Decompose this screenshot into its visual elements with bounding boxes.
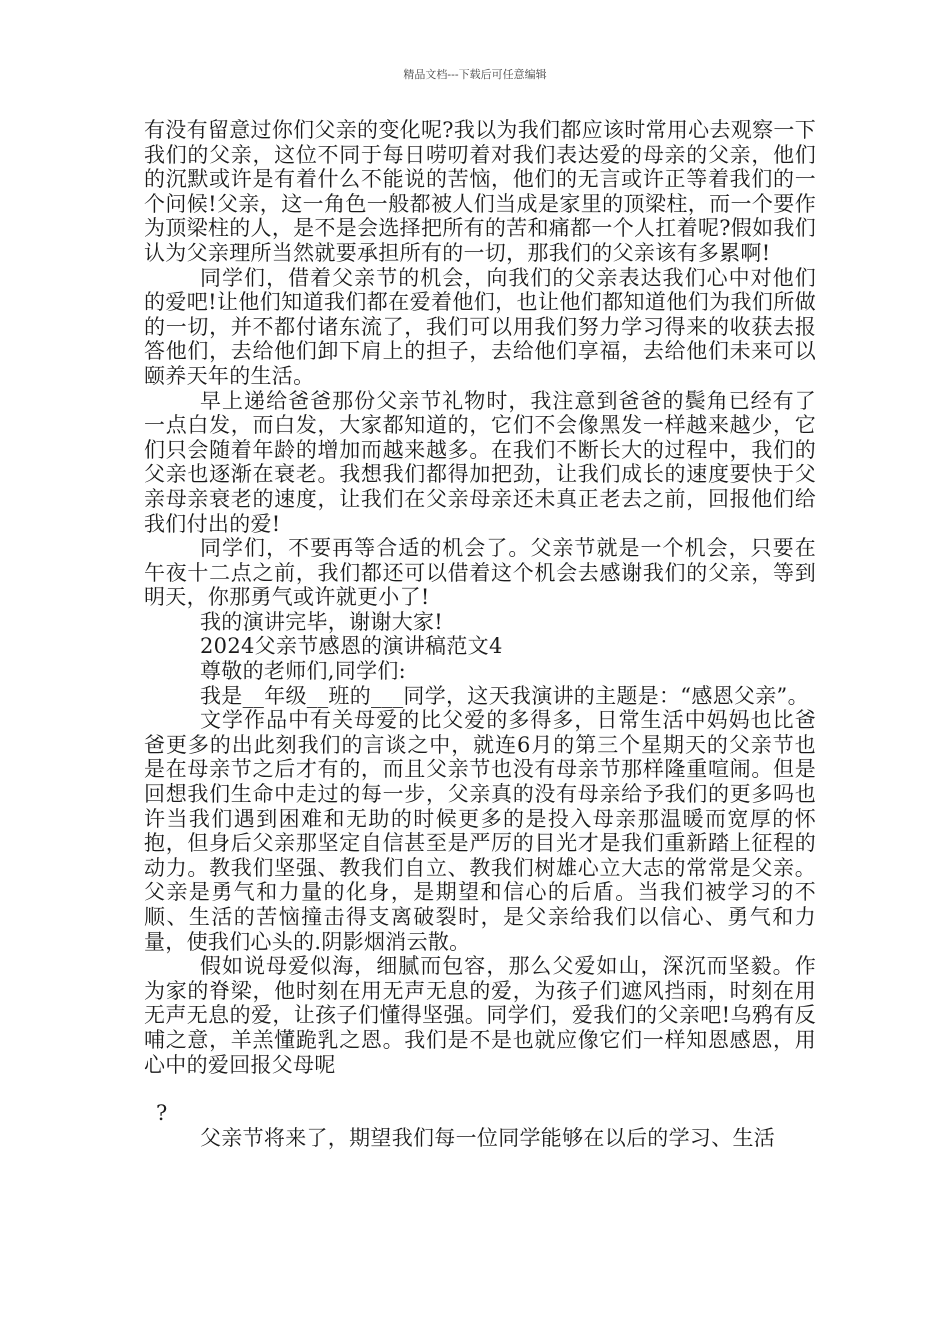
document-body (144, 118, 816, 1150)
paragraph: ? (156, 1101, 168, 1126)
salutation: 尊敬的老师们,同学们: (200, 659, 407, 684)
paragraph: 同学们，借着父亲节的机会，向我们的父亲表达我们心中对他们的爱吧!让他们知道我们都在爱着他们，也让他们都知道他们为我们所做的一切，并不都付诸东流了，我们可以用我们努力学习得来的收获去报答他们，去给他们卸下肩上的担子，去给他们享福，去给他们未来可以颐养天年的生活。 (144, 265, 816, 388)
blank-line (144, 1077, 816, 1101)
paragraph: 我是__年级__班的___同学，这天我演讲的主题是：“感恩父亲”。 (200, 683, 809, 708)
paragraph: 同学们，不要再等合适的机会了。父亲节就是一个机会，只要在午夜十二点之前，我们都还可以借着这个机会去感谢我们的父亲，等到明天，你那勇气或许就更小了! (144, 536, 816, 610)
paragraph: 父亲节将来了，期望我们每一位同学能够在以后的学习、生活 (200, 1125, 776, 1150)
paragraph: 我的演讲完毕，谢谢大家! (200, 609, 444, 634)
paragraph: 有没有留意过你们父亲的变化呢?我以为我们都应该时常用心去观察一下我们的父亲，这位不同于每日唠叨着对我们表达爱的母亲的父亲，他们的沉默或许是有着什么不能说的苦恼，他们的无言或许正等着我们的一个问候!父亲，这一角色一般都被人们当成是家里的顶梁柱，而一个要作为顶梁柱的人，是不是会选择把所有的苦和痛都一个人扛着呢?假如我们认为父亲理所当然就要承担所有的一切，那我们的父亲该有多累啊! (144, 118, 816, 265)
paragraph: 假如说母爱似海，细腻而包容，那么父爱如山，深沉而坚毅。作为家的脊梁，他时刻在用无声无息的爱，为孩子们遮风挡雨，时刻在用无声无息的爱，让孩子们懂得坚强。同学们，爱我们的父亲吧!乌鸦有反哺之意，羊羔懂跪乳之恩。我们是不是也就应像它们一样知恩感恩，用心中的爱回报父母呢 (144, 954, 816, 1077)
section-title: 2024父亲节感恩的演讲稿范文4 (200, 634, 503, 659)
page-header: 精品文档---下载后可任意编辑 (403, 68, 547, 81)
paragraph: 文学作品中有关母爱的比父爱的多得多，日常生活中妈妈也比爸爸更多的出此刻我们的言谈之中，就连6月的第三个星期天的父亲节也是在母亲节之后才有的，而且父亲节也没有母亲节那样隆重喧闹。但是回想我们生命中走过的每一步，父亲真的没有母亲给予我们的更多吗也许当我们遇到困难和无助的时候更多的是投入母亲那温暖而宽厚的怀抱，但身后父亲那坚定自信甚至是严厉的目光才是我们重新踏上征程的动力。教我们坚强、教我们自立、教我们树雄心立大志的常常是父亲。父亲是勇气和力量的化身，是期望和信心的后盾。当我们被学习的不顺、生活的苦恼撞击得支离破裂时，是父亲给我们以信心、勇气和力量，使我们心头的.阴影烟消云散。 (144, 708, 816, 954)
paragraph: 早上递给爸爸那份父亲节礼物时，我注意到爸爸的鬓角已经有了一点白发，而白发，大家都知道的，它们不会像黑发一样越来越少，它们只会随着年龄的增加而越来越多。在我们不断长大的过程中，我们的父亲也逐渐在衰老。我想我们都得加把劲，让我们成长的速度要快于父亲母亲衰老的速度，让我们在父亲母亲还未真正老去之前，回报他们给我们付出的爱! (144, 388, 816, 536)
